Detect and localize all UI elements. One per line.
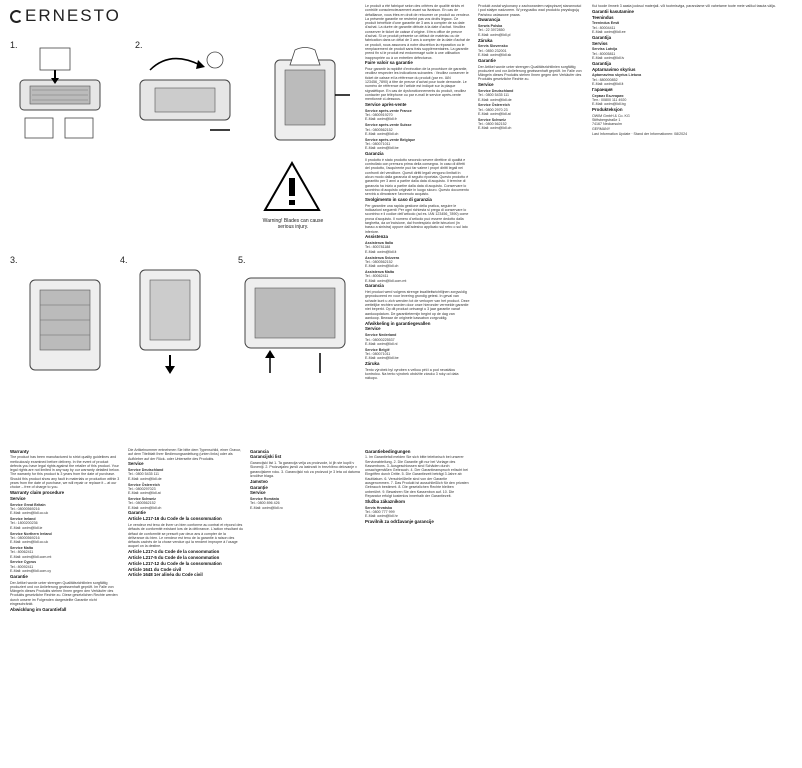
service-address: Service Schweiz Tel.: 0800562152 E-Mail: owim@lidl.ch xyxy=(128,496,162,510)
service-address: Service Malta Tel.: 80062411 E-Mail: owim@lidl.com.mt xyxy=(10,545,52,559)
heading: Záruka xyxy=(365,361,380,367)
figure-2 xyxy=(130,40,250,150)
heading: Article L217-5 du Code de la consommation xyxy=(128,555,220,561)
heading: Assistenza xyxy=(365,234,388,240)
heading: Garancijski list xyxy=(250,454,282,460)
heading: Garantiebedingungen xyxy=(365,448,411,454)
service-address: Service Cyprus Tel.: 80092411 E-Mail: owim@lidl.com.cy xyxy=(10,560,51,573)
service-address: Service après-vente Suisse Tel.: 0800562152 E-Mail: owim@lidl.ch xyxy=(365,123,412,136)
heading: Pravilnik za održavanje garancije xyxy=(365,518,434,524)
heading: Garancia xyxy=(365,283,384,289)
service-address: Service Great Britain Tel.: 08000569216 E-Mail: owim@lidl.co.uk xyxy=(10,502,49,516)
heading: Služba zákazníkom xyxy=(365,498,406,504)
paragraph: The product has been manufactured to strict quality guidelines and meticulously examined before delivery. In the event of product defects you have legal rights against the retailer of this product. Your legal rights are not limited in any way by our warranty detailed below. The warranty for this product is 3 years from the date of purchase. Should this product show any fault in materials or production within 3 years from the date of purchase, we will repair or replace it – at our choice – free of charge to you. xyxy=(10,455,120,490)
heading: Faire valoir sa garantie xyxy=(365,60,413,66)
paragraph: Le produit a été fabriqué selon des critères de qualité stricts et contrôlé consciencieusement avant sa livraison. En cas de défaillance, vous êtes en droit de retourner ce produit au vendeur. La présente garantie ne restreint pas vos droits légaux. Ce produit bénéficie d'une garantie de 3 ans à compter de sa date d'achat. La durée de garantie débute à la date d'achat. Veuillez conserver le ticket de caisse d'origine. Il fera office de preuve d'achat. Si ce produit présente un défaut de matériau ou de fabrication dans un délai de 3 ans à compter de la date d'achat de ce produit, nous assurons à notre discrétion la réparation ou le remplacement de produit sans frais supplémentaires. La garantie prend fin si le produit est endommagé suite à une utilisation inappropriée ou à un entretien défectueux. xyxy=(365,4,470,60)
paragraph: Die Artikelnummer entnehmen Sie bitte dem Typenschild, einer Gravur, auf dem Titelblatt Ihrer Bedienungsanleitung (unten links) oder als Aufkleber auf der Rück- oder Unterseite des Produkts. xyxy=(128,448,241,461)
heading: Service xyxy=(365,326,381,332)
column-slovenian xyxy=(250,448,360,764)
heading: Serviss xyxy=(592,40,608,46)
service-address: Service Northern Ireland Tel.: 08000569216 E-Mail: owim@lidl.co.uk xyxy=(10,531,52,545)
column-french xyxy=(365,4,470,444)
heading: Garantie xyxy=(478,57,496,63)
heading: Záruka xyxy=(478,37,493,43)
heading: Service après-vente xyxy=(365,102,407,108)
service-address: Serviss Latvija Tel.: 80005811 E-Mail: owim@lidl.lv xyxy=(592,47,625,60)
heading: Jamstvo xyxy=(250,478,268,484)
service-address: Service Schweiz Tel.: 0800 562152 E-Mail: owim@lidl.ch xyxy=(478,117,512,131)
logo-mark xyxy=(10,10,23,23)
paragraph: Der Artikel wurde unter strengen Qualitätsrichtlinien sorgfältig produziert und vor Anlieferung gewissenhaft geprüft. Im Falle von Mängeln dieses Produkts stehen Ihnen gegen den Verkäufer des Produkts gesetzliche Rechte zu. xyxy=(478,64,582,82)
heading: Garantija xyxy=(592,60,612,66)
heading: Garantie xyxy=(10,573,28,579)
figure-label-2: 2. xyxy=(135,40,143,50)
brand-logo xyxy=(10,6,121,26)
service-address: Сервиз България Тел.: 00800 111 4920 E-Mail: owim@lidl.bg xyxy=(592,93,627,107)
figure-label-4: 4. xyxy=(120,255,128,265)
heading: Svolgimento in caso di garanzia xyxy=(365,196,432,202)
heading: Service xyxy=(478,82,494,88)
service-address: Service Nederland Tel.: 08000225537 E-Mail: owim@lidl.nl xyxy=(365,333,398,346)
heading: Article 1648 1er alinéa du Code civil xyxy=(128,572,203,578)
column-german-french xyxy=(128,448,243,764)
service-address: Service après-vente France Tel.: 0800919270 E-Mail: owim@lidl.fr xyxy=(365,108,412,122)
heading: Garanție xyxy=(250,484,268,490)
warning-text: Warning! Blades can cause serious injury. xyxy=(262,218,324,230)
service-address: Serwis Polska Tel.: 22 3972850 E-Mail: owim@lidl.pl xyxy=(478,24,511,37)
service-address: Assistenza Svizzera Tel.: 0800562152 E-Mail: owim@lidl.ch xyxy=(365,255,400,269)
paragraph: 1. Im Garantiefall melden Sie sich bitte telefonisch bei unserer Serviceabteilung. 2. Die Garantie gilt nur bei Vorlage des Kassenbons. 3. Ausgeschlossen sind Schäden durch unsachgemäßen Gebrauch. 4. Der Garantieanspruch erlischt bei Eingriffen durch Dritte. 5. Die Garantiezeit beträgt 3 Jahre ab Kaufdatum. 6. Verschleißteile sind von der Garantie ausgenommen. 7. Das Produkt ist ausschließlich für den privaten Gebrauch bestimmt. 8. Die gesetzlichen Rechte bleiben unberührt. 9. Bewahren Sie den Kassenbon auf. 10. Die Reparatur erfolgt kostenlos innerhalb der Garantiezeit. xyxy=(365,455,469,498)
brand-name: ERNESTO xyxy=(25,6,121,25)
service-address: Servis Hrvatska Tel.: 0800 777 999 E-Mail: owim@lidl.hr xyxy=(365,505,398,519)
figure-label-3: 3. xyxy=(10,255,18,265)
service-address: Service Deutschland Tel.: 0800 5435 111 E-Mail: owim@lidl.de xyxy=(478,89,514,102)
service-address: Service România Tel.: 0800 896 426 E-Mail: owim@lidl.ro xyxy=(250,497,283,510)
heading: Гаранция xyxy=(592,86,613,92)
heading: Afwikkeling in garantiegevallen xyxy=(365,320,431,326)
service-address: Service België Tel.: 080071011 E-Mail: owim@lidl.be xyxy=(365,347,399,361)
service-address: Assistenza Italia Tel.: 800781188 E-Mail: owim@lidl.it xyxy=(365,241,397,254)
heading: Garantie xyxy=(128,510,146,516)
paragraph: Kui toode ilmneb 3 aasta jooksul materjali- või tootmisviga, parandame või vahetame toote meie valikul tasuta välja. xyxy=(592,4,776,8)
column-english xyxy=(10,448,120,764)
paragraph: Tento výrobek byl vyroben s velkou péčí a pod neustálou kontrolou. Na tento výrobek obdržíte záruku 3 roky od data nákupu. xyxy=(365,367,459,381)
service-address: Service Deutschland Tel.: 0800 5435 111 E-Mail: owim@lidl.de xyxy=(128,468,164,481)
paragraph: Der Artikel wurde unter strengen Qualitätsrichtlinien sorgfältig produziert und vor Anlieferung gewissenhaft geprüft. Im Falle von Mängeln dieses Produkts stehen Ihnen gegen den Verkäufer des Produkts gesetzliche Rechte zu. Diese gesetzlichen Rechte werden durch unsere im Folgenden dargestellte Garantie nicht eingeschränkt. xyxy=(10,580,118,606)
heading: Article L217-16 du Code de la consommation xyxy=(128,516,222,522)
figure-3 xyxy=(10,260,120,380)
heading: Warranty xyxy=(10,448,29,454)
paragraph: Pour garantir la rapidité d'exécution de la procédure de garantie, veuillez respecter les indications suivantes : Veuillez conserver le ticket de caisse et la référence du produit (par ex. IAN 123456_7890) à titre de preuve d'achat pour toute demande. Le numéro de référence de l'article est indiqué sur la plaque signalétique. En cas de dysfonctionnements du produit, veuillez contacter par téléphone ou par e-mail le service après-vente mentionné ci-dessous. xyxy=(365,67,469,102)
heading: Service xyxy=(250,490,266,496)
figure-4 xyxy=(115,260,235,380)
paragraph: Garancijski list 1. Ta garancija velja za proizvode, ki jih ste kupili v Sloveniji. 2. Proizvajalec jamči za lastnosti in brezhibno delovanje v garancijskem roku. 3. Garancijski rok za proizvod je 3 leta od datuma izročitve blaga. xyxy=(250,461,360,478)
heading: Produkteksjon xyxy=(592,106,623,112)
service-address: Service Ireland Tel.: 1800200236 E-Mail: owim@lidl.ie xyxy=(10,517,43,530)
service-address: Assistenza Malta Tel.: 80062411 E-Mail: owim@lidl.com.mt xyxy=(365,269,407,283)
heading: Garantii kasutamine xyxy=(592,8,634,14)
service-address: Service après-vente Belgique Tel.: 080071011 E-Mail: owim@lidl.be xyxy=(365,137,416,151)
heading: Gwarancja xyxy=(478,17,501,23)
heading: Service xyxy=(128,461,144,467)
paragraph: Produkt został wykonany z zachowaniem najwyższej staranności i pod stałym nadzorem. W przypadku wad produktu przysługują Państwu ustawowe prawa. xyxy=(478,4,582,17)
manufacturer-address: OWIM GmbH & Co. KG Stiftsbergstraße 1 74167 Neckarsulm GERMANY xyxy=(592,113,630,131)
heading: Article L217-12 du Code de la consommation xyxy=(128,560,222,566)
service-address: Aptarnavimo skyrius Lietuva Tel.: 880000852 E-Mail: owim@lidl.lt xyxy=(592,73,642,86)
column-polish xyxy=(478,4,583,764)
paragraph: Per garantire una rapida gestione della pratica, seguire le indicazioni seguenti: Per ogni richiesta si prega di conservare lo scontrino e il codice dell'articolo (ad es. IAN 123456_7890) come prova d'acquisto. Il numero d'articolo può essere dedotto dalla targhetta, da un'incisione, dal frontespizio delle istruzioni (in basso a sinistra) oppure dall'adesivo applicato sul retro o sul lato inferiore. xyxy=(365,203,469,234)
service-address: Service Österreich Tel.: 0800297023 E-Mail: owim@lidl.at xyxy=(128,482,161,496)
heading: Garantija xyxy=(592,34,612,40)
heading: Garanzia xyxy=(365,151,384,156)
heading: Service xyxy=(10,495,26,501)
column-croatian xyxy=(365,448,470,764)
info-update: Last Information Update · Stand der Informationen: 08/2024 xyxy=(592,132,688,137)
warning-figure xyxy=(262,160,322,215)
paragraph: Il prodotto è stato prodotto secondo severe direttive di qualità e controllato con premura prima della consegna. In caso di difetti del prodotto, l'acquirente può far valere i propri diritti legali nei confronti del venditore. Questi diritti legali vengono limitati in alcun modo dalla garanzia di seguito riportata. Questo prodotto è garantito per 3 anni a partire dalla data di acquisto. Il termine di garanzia ha inizio a partire dalla data di acquisto. Conservare lo scontrino di acquisto originale in luogo sicuro. Questo documento servirà a dimostrare l'avvenuto acquisto. xyxy=(365,157,469,197)
column-baltic xyxy=(592,4,797,764)
figure-label-1: 1. xyxy=(10,40,18,50)
paragraph: Le vendeur est tenu de livrer un bien conforme au contrat et répond des défauts de conformité existant lors de la délivrance. L'action résultant du défaut de conformité se prescrit par deux ans à compter de la délivrance du bien. Le vendeur est tenu de la garantie à raison des défauts cachés de la chose vendue qui la rendent impropre à l'usage auquel on la destine. xyxy=(128,522,243,549)
heading: Warranty claim procedure xyxy=(10,490,65,496)
paragraph: Het product werd volgens strenge kwaliteitsrichtlijnen zorgvuldig geproduceerd en voor levering grondig getest. In geval van schade kunt u zich wenden tot de verkoper van het product. Deze wettelijke rechten worden door onze hieronder vermelde garantie niet beperkt. Op dit product ontvangt u 3 jaar garantie vanaf aankoopdatum. De garantietermijn begint op de dag van aankoop. Bewaar de originele kassabon zorgvuldig. xyxy=(365,290,470,320)
heading: Article L217-4 du Code de la consommation xyxy=(128,549,220,555)
figure-hand xyxy=(250,45,360,150)
figure-label-5: 5. xyxy=(238,255,246,265)
service-address: Teenindus Eesti Tel.: 80004411 E-Mail: owim@lidl.ee xyxy=(592,21,626,34)
heading: Teenindus xyxy=(592,14,614,20)
heading: Abwicklung im Garantiefall xyxy=(10,606,67,612)
heading: Article 1641 du Code civil xyxy=(128,566,182,572)
heading: Garancia xyxy=(250,448,269,454)
heading: Aptarnavimo skyrius xyxy=(592,66,636,72)
figure-5 xyxy=(230,258,360,383)
service-address: Service Österreich Tel.: 0800 2970 23 E-Mail: owim@lidl.at xyxy=(478,103,511,117)
figure-1 xyxy=(10,40,130,150)
service-address: Servis Slovensko Tel.: 0850 232001 E-Mail: owim@lidl.sk xyxy=(478,44,512,57)
